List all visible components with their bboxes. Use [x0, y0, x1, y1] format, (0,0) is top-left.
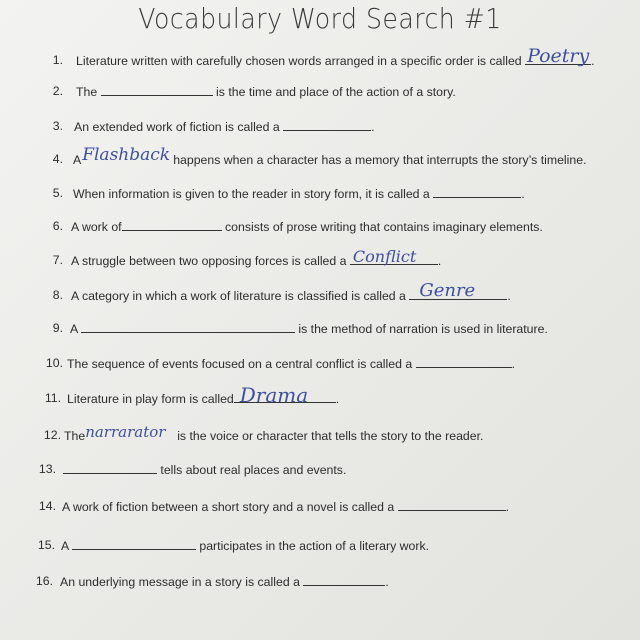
- question-number: 11.: [44, 391, 61, 405]
- question-text: A: [73, 153, 82, 167]
- question-number: 6.: [52, 219, 63, 233]
- question-text-end: .: [437, 254, 442, 268]
- answer-blank[interactable]: [101, 81, 213, 96]
- question-text: An underlying message in a story is called a: [60, 575, 300, 589]
- question-text-end: .: [591, 54, 595, 68]
- question-text-end: happens when a character has a memory that interrupts the story’s timeline.: [173, 153, 587, 167]
- question-number: 3.: [52, 119, 63, 133]
- question-text-end: .: [385, 575, 389, 589]
- question-text: The sequence of events focused on a central conflict is called a: [67, 357, 413, 371]
- answer-blank[interactable]: [85, 425, 177, 440]
- answer-blank[interactable]: [81, 145, 173, 165]
- question-number: 12.: [43, 428, 61, 442]
- handwritten-answer: Drama: [239, 383, 309, 407]
- answer-blank[interactable]: [283, 116, 371, 131]
- answer-blank[interactable]: [63, 459, 157, 474]
- question-text-end: .: [335, 392, 340, 406]
- question-number: 9.: [52, 321, 63, 335]
- question-number: 7.: [52, 253, 63, 267]
- answer-blank[interactable]: [303, 571, 385, 586]
- question-text-end: .: [511, 357, 516, 371]
- question-text: A: [70, 322, 78, 336]
- question-text: The: [64, 429, 86, 443]
- question-text: The: [76, 85, 98, 99]
- answer-blank[interactable]: [398, 496, 506, 511]
- handwritten-answer: Poetry: [527, 45, 590, 67]
- answer-blank[interactable]: [72, 535, 196, 550]
- handwritten-answer: narrarator: [85, 423, 166, 441]
- answer-blank[interactable]: [234, 383, 336, 407]
- question-text-end: participates in the action of a literary work.: [199, 539, 430, 553]
- question-text: A struggle between two opposing forces is called a: [71, 254, 347, 268]
- answer-blank[interactable]: [350, 247, 438, 266]
- handwritten-answer: Flashback: [82, 145, 171, 165]
- question-number: 13.: [38, 462, 56, 476]
- question-text: A: [61, 539, 69, 553]
- worksheet-title: Vocabulary Word Search #1: [138, 2, 502, 35]
- answer-blank[interactable]: [416, 353, 512, 368]
- question-text-end: is the voice or character that tells the story to the reader.: [177, 429, 484, 443]
- question-text: An extended work of fiction is called a: [74, 120, 280, 134]
- handwritten-answer: Conflict: [352, 247, 417, 266]
- question-number: 8.: [52, 288, 63, 302]
- question-number: 4.: [52, 152, 63, 166]
- question-text-end: .: [505, 500, 510, 514]
- question-text-end: consists of prose writing that contains imaginary elements.: [225, 220, 543, 234]
- handwritten-answer: Genre: [419, 280, 476, 301]
- answer-blank[interactable]: [122, 216, 222, 231]
- question-number: 14.: [38, 499, 56, 513]
- question-text-end: .: [507, 289, 511, 303]
- question-text: When information is given to the reader in story form, it is called a: [73, 187, 430, 201]
- question-text: A work of: [71, 220, 122, 234]
- question-text-end: is the time and place of the action of a story.: [216, 85, 456, 99]
- question-text: A work of fiction between a short story and a novel is called a: [62, 500, 395, 514]
- question-number: 1.: [52, 53, 63, 67]
- question-text-end: .: [521, 187, 525, 201]
- answer-blank[interactable]: [433, 183, 521, 198]
- question-text: Literature written with carefully chosen words arranged in a specific order is called: [76, 54, 522, 68]
- question-number: 5.: [52, 186, 63, 200]
- question-text: Literature in play form is called: [67, 392, 234, 406]
- question-text-end: .: [371, 120, 375, 134]
- question-number: 2.: [52, 84, 63, 98]
- question-text-end: tells about real places and events.: [160, 463, 347, 477]
- question-number: 15.: [37, 538, 55, 552]
- question-number: 10.: [45, 356, 63, 370]
- question-text-end: is the method of narration is used in literature.: [298, 322, 548, 336]
- question-text: A category in which a work of literature is classified is called a: [71, 289, 406, 303]
- answer-blank[interactable]: [525, 45, 591, 67]
- answer-blank[interactable]: [409, 280, 507, 301]
- question-number: 16.: [35, 574, 53, 588]
- answer-blank[interactable]: [81, 318, 295, 333]
